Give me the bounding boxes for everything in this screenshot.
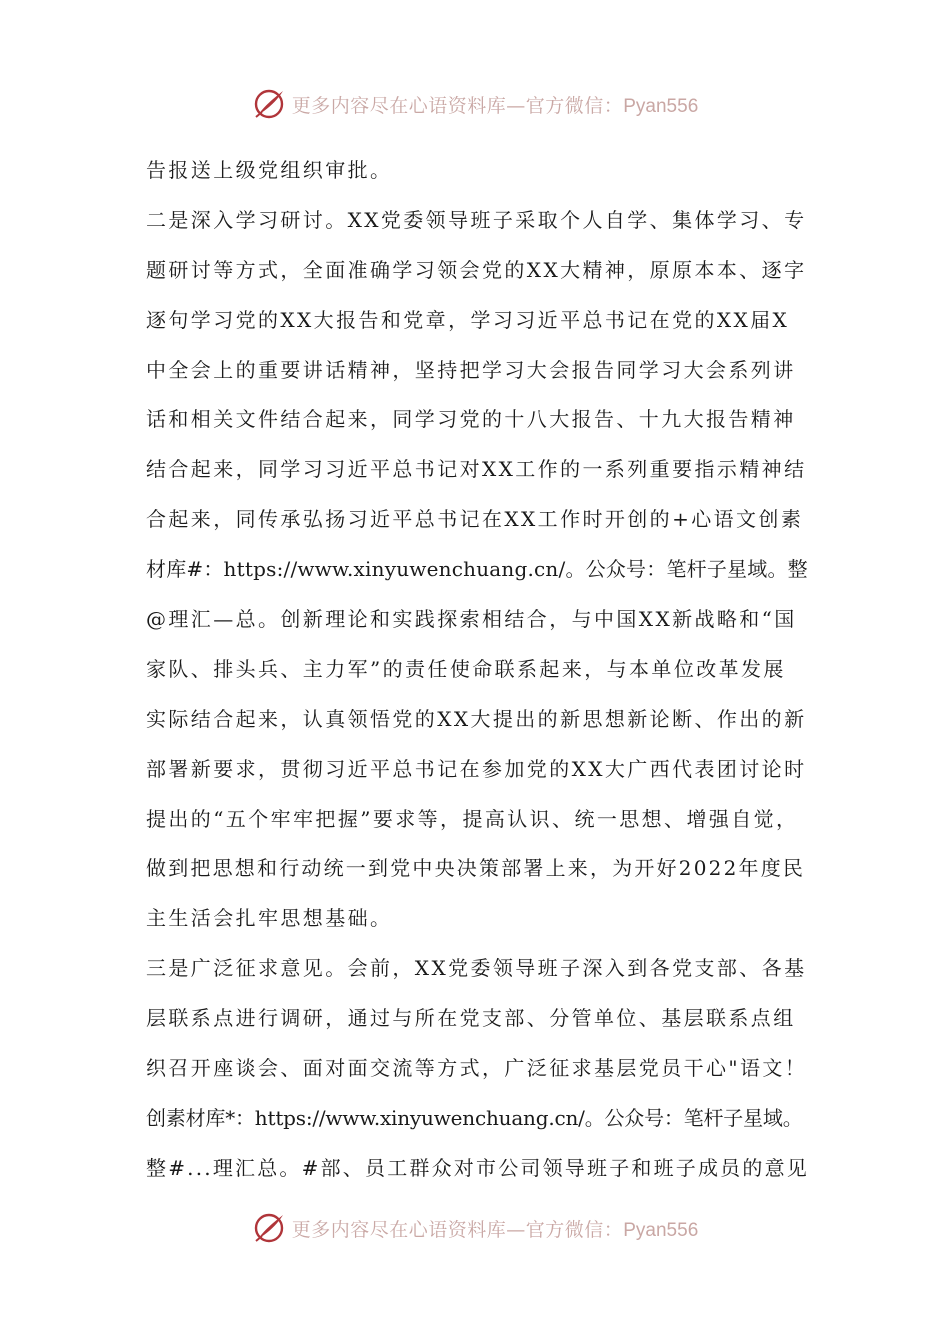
text-line: 材库#：https://www.xinyuwenchuang.cn/。公众号：笔杆子星域。整 [146,557,808,582]
text-line: 二是深入学习研讨。XX党委领导班子采取个人自学、集体学习、专 [146,207,807,232]
watermark-text: 更多内容尽在心语资料库—官方微信：Pyan556 [291,1218,699,1241]
text-line: 提出的“五个牢牢把握”要求等，提高认识、统一思想、增强自觉， [146,806,799,831]
text-line: 告报送上级党组织审批。 [146,158,393,182]
text-line: 实际结合起来，认真领悟党的XX大提出的新思想新论断、作出的新 [146,706,807,731]
text-line: 话和相关文件结合起来，同学习党的十八大报告、十九大报告精神 [146,407,796,432]
text-line: 三是广泛征求意见。会前，XX党委领导班子深入到各党支部、各基 [146,956,807,981]
text-line: 逐句学习党的XX大报告和党章，学习习近平总书记在党的XX届X [146,307,790,332]
text-line: 结合起来，同学习习近平总书记对XX工作的一系列重要指示精神结 [146,457,807,482]
text-line: 题研讨等方式，全面准确学习领会党的XX大精神，原原本本、逐字 [146,257,807,282]
header-watermark [0,84,950,124]
watermark-text: 更多内容尽在心语资料库—官方微信：Pyan556 [291,94,699,117]
text-line: 织召开座谈会、面对面交流等方式，广泛征求基层党员干心"语文！ [146,1056,808,1081]
text-line: 层联系点进行调研，通过与所在党支部、分管单位、基层联系点组 [146,1006,796,1031]
document-body [146,146,810,1194]
text-line: 合起来，同传承弘扬习近平总书记在XX工作时开创的+心语文创素 [146,507,804,532]
quill-logo-icon [252,1211,286,1245]
text-line: @理汇—总。创新理论和实践探索相结合，与中国XX新战略和“国 [146,607,797,632]
text-line: 做到把思想和行动统一到党中央决策部署上来，为开好2022年度民 [146,856,806,881]
text-line: 创素材库*：https://www.xinyuwenchuang.cn/。公众号：笔杆子星域。 [146,1105,803,1130]
text-line: 主生活会扎牢思想基础。 [146,906,393,931]
text-line: 中全会上的重要讲话精神，坚持把学习大会报告同学习大会系列讲 [146,357,796,382]
quill-logo-icon [252,87,286,121]
text-line: 整#...理汇总。#部、员工群众对市公司领导班子和班子成员的意见 [146,1155,809,1180]
text-line: 家队、排头兵、主力军”的责任使命联系起来，与本单位改革发展 [146,656,786,681]
footer-watermark [0,1208,950,1248]
text-line: 部署新要求，贯彻习近平总书记在参加党的XX大广西代表团讨论时 [146,756,807,781]
